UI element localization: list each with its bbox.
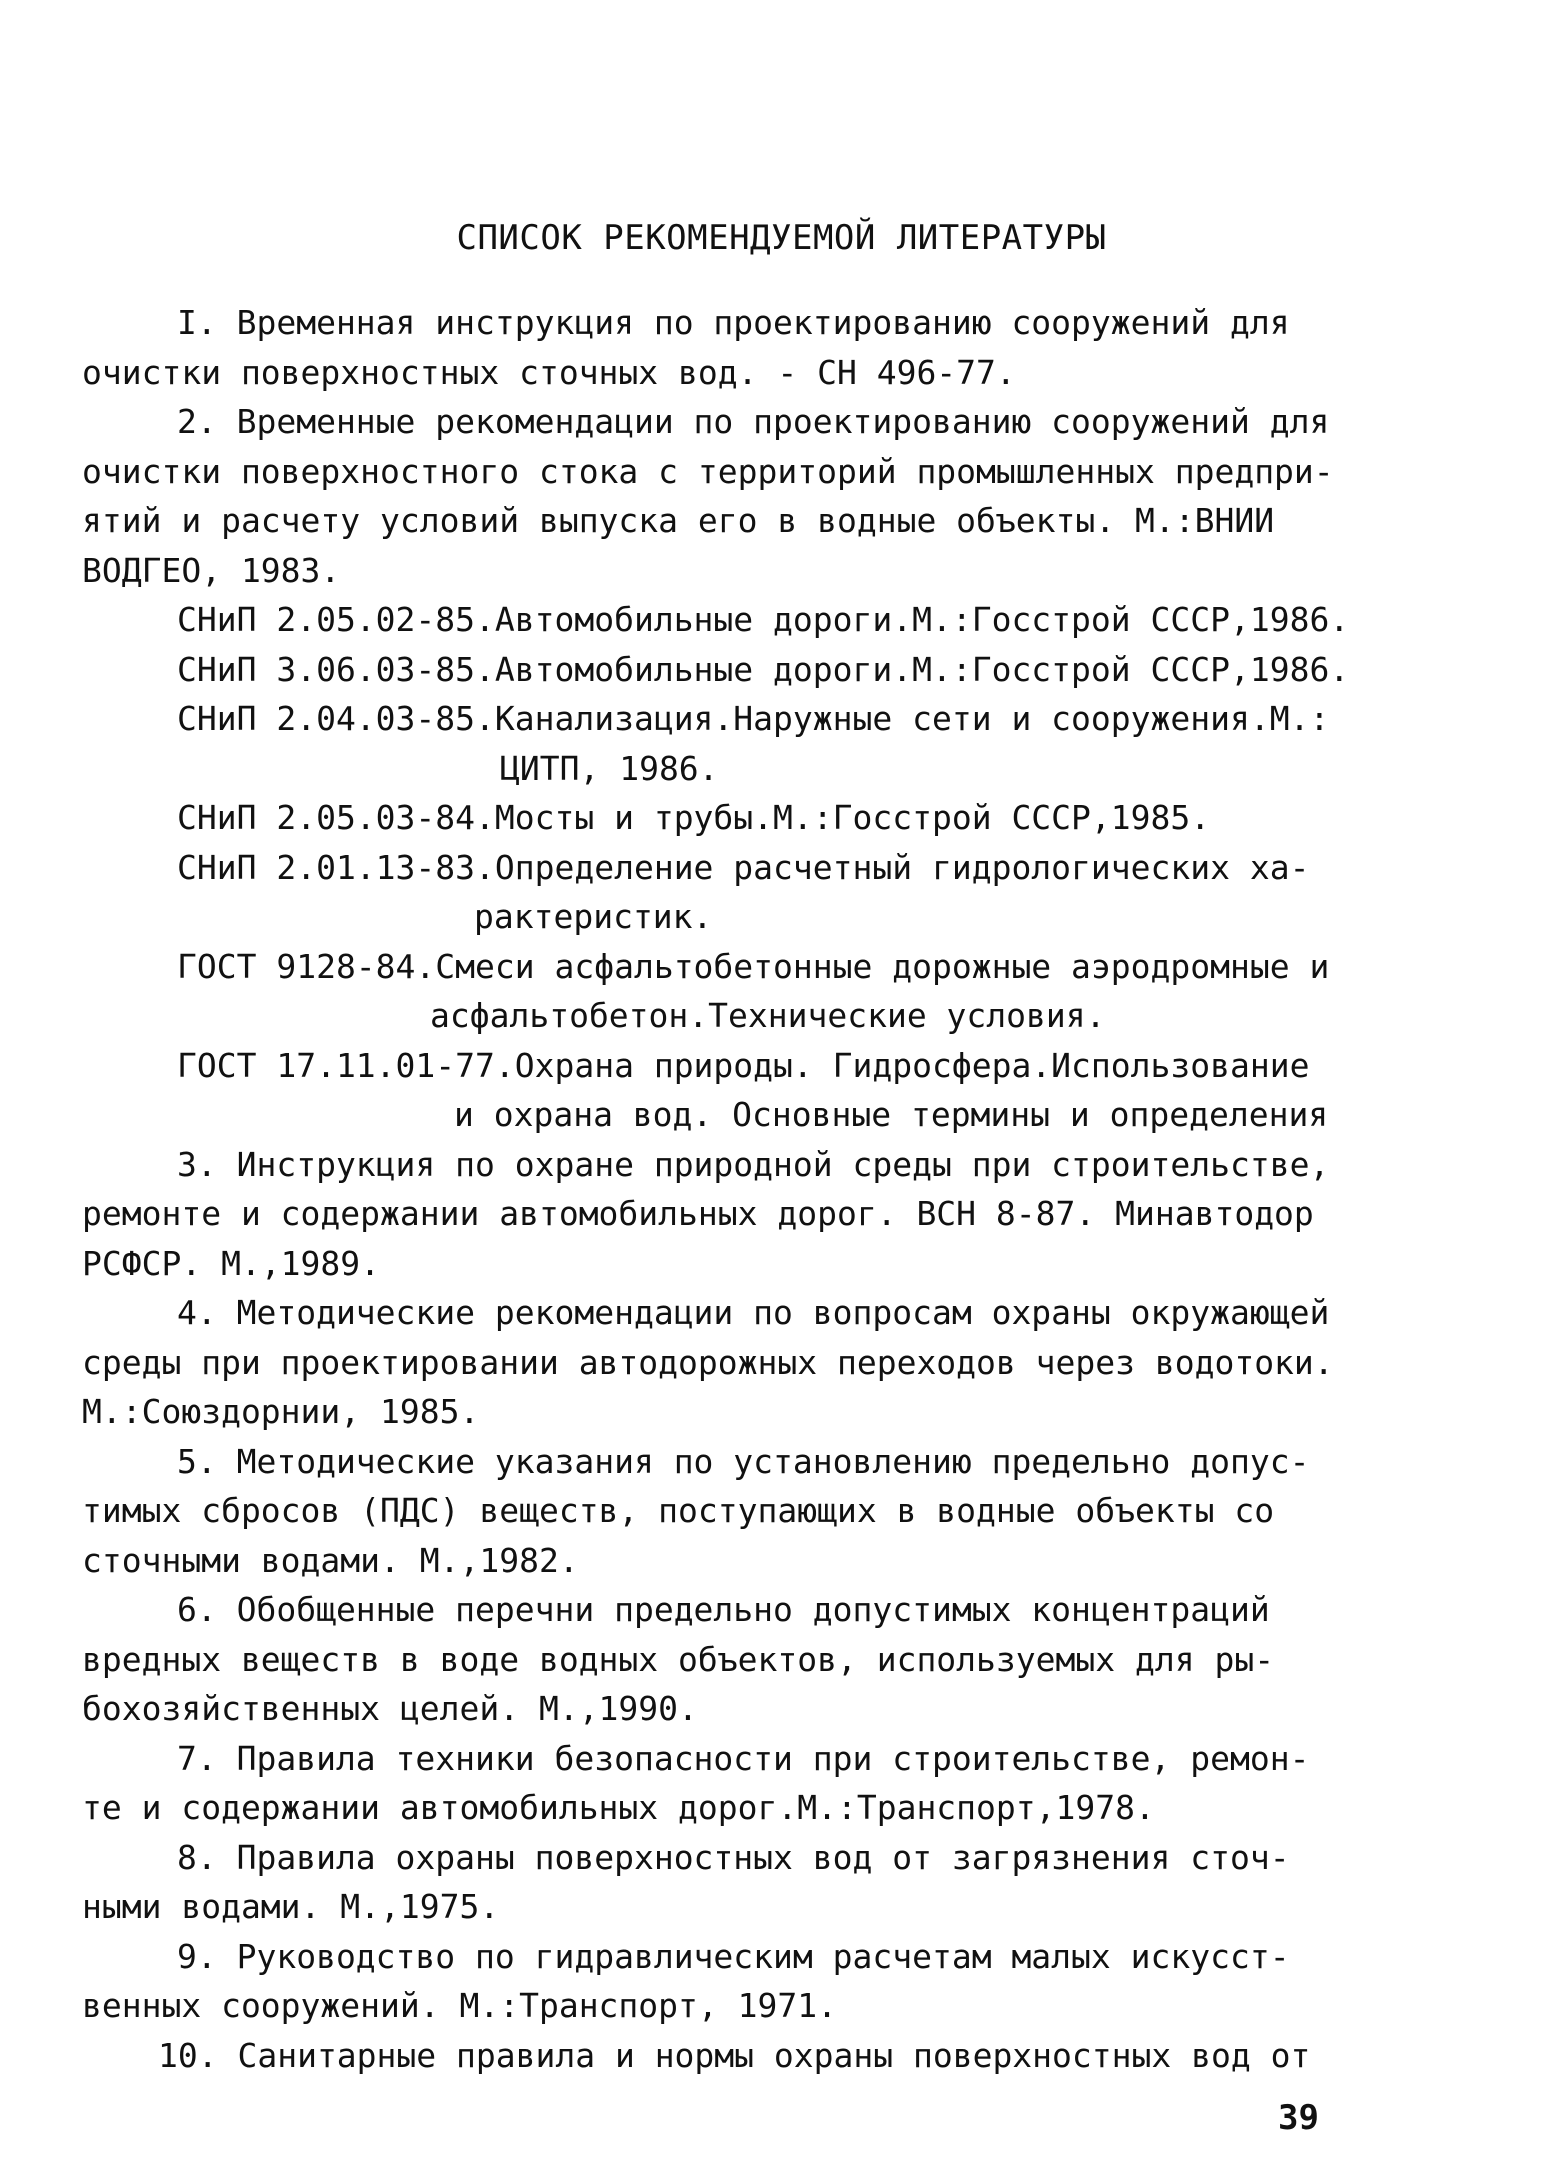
text-line: очистки поверхностного стока с территорий промышленных предпри- xyxy=(82,452,1334,491)
text-line: 5. Методические указания по установлению предельно допус- xyxy=(177,1442,1310,1481)
text-line: бохозяйственных целей. М.,1990. xyxy=(82,1689,698,1728)
text-line: 7. Правила техники безопасности при строительстве, ремон- xyxy=(177,1739,1310,1778)
text-line: 10. Санитарные правила и нормы охраны поверхностных вод от xyxy=(158,2036,1311,2075)
text-line: ГОСТ 17.11.01-77.Охрана природы. Гидросфера.Использование xyxy=(177,1046,1310,1085)
text-line: СНиП 2.04.03-85.Канализация.Наружные сети и сооружения.М.: xyxy=(177,699,1330,738)
text-line: асфальтобетон.Технические условия. xyxy=(430,996,1106,1035)
text-line: ремонте и содержании автомобильных дорог. ВСН 8-87. Минавтодор xyxy=(82,1194,1314,1233)
text-line: тимых сбросов (ПДС) веществ, поступающих в водные объекты со xyxy=(82,1491,1275,1530)
text-line: сточными водами. М.,1982. xyxy=(82,1541,579,1580)
text-line: ными водами. М.,1975. xyxy=(82,1887,500,1926)
text-line: 9. Руководство по гидравлическим расчетам малых искусст- xyxy=(177,1937,1290,1976)
text-line: ятий и расчету условий выпуска его в водные объекты. М.:ВНИИ xyxy=(82,501,1275,540)
text-line: СНиП 3.06.03-85.Автомобильные дороги.М.:Госстрой СССР,1986. xyxy=(177,650,1350,689)
text-line: венных сооружений. М.:Транспорт, 1971. xyxy=(82,1986,837,2025)
text-line: 3. Инструкция по охране природной среды при строительстве, xyxy=(177,1145,1330,1184)
text-line: ГОСТ 9128-84.Смеси асфальтобетонные дорожные аэродромные и xyxy=(177,947,1330,986)
text-line: вредных веществ в воде водных объектов, используемых для ры- xyxy=(82,1640,1275,1679)
text-line: 6. Обобщенные перечни предельно допустимых концентраций xyxy=(177,1590,1270,1629)
page-title: СПИСОК РЕКОМЕНДУЕМОЙ ЛИТЕРАТУРЫ xyxy=(456,218,1107,258)
text-line: ЦИТП, 1986. xyxy=(500,749,719,788)
text-line: СНиП 2.05.02-85.Автомобильные дороги.М.:Госстрой СССР,1986. xyxy=(177,600,1350,639)
text-line: 4. Методические рекомендации по вопросам охраны окружающей xyxy=(177,1293,1330,1332)
text-line: те и содержании автомобильных дорог.М.:Транспорт,1978. xyxy=(82,1788,1155,1827)
text-line: и охрана вод. Основные термины и определения xyxy=(454,1095,1329,1134)
text-line: ВОДГЕО, 1983. xyxy=(82,551,341,590)
text-line: СНиП 2.01.13-83.Определение расчетный гидрологических ха- xyxy=(177,848,1310,887)
text-line: СНиП 2.05.03-84.Мосты и трубы.М.:Госстрой СССР,1985. xyxy=(177,798,1211,837)
text-line: очистки поверхностных сточных вод. - СН 496-77. xyxy=(82,353,1016,392)
text-line: среды при проектировании автодорожных переходов через водотоки. xyxy=(82,1343,1334,1382)
text-line: 8. Правила охраны поверхностных вод от загрязнения сточ- xyxy=(177,1838,1290,1877)
text-line: рактеристик. xyxy=(474,897,713,936)
text-line: РСФСР. М.,1989. xyxy=(82,1244,381,1283)
text-line: 2. Временные рекомендации по проектированию сооружений для xyxy=(177,402,1330,441)
text-line: I. Временная инструкция по проектированию сооружений для xyxy=(177,303,1290,342)
page-number: 39 xyxy=(1278,2098,1319,2138)
text-line: М.:Союздорнии, 1985. xyxy=(82,1392,480,1431)
